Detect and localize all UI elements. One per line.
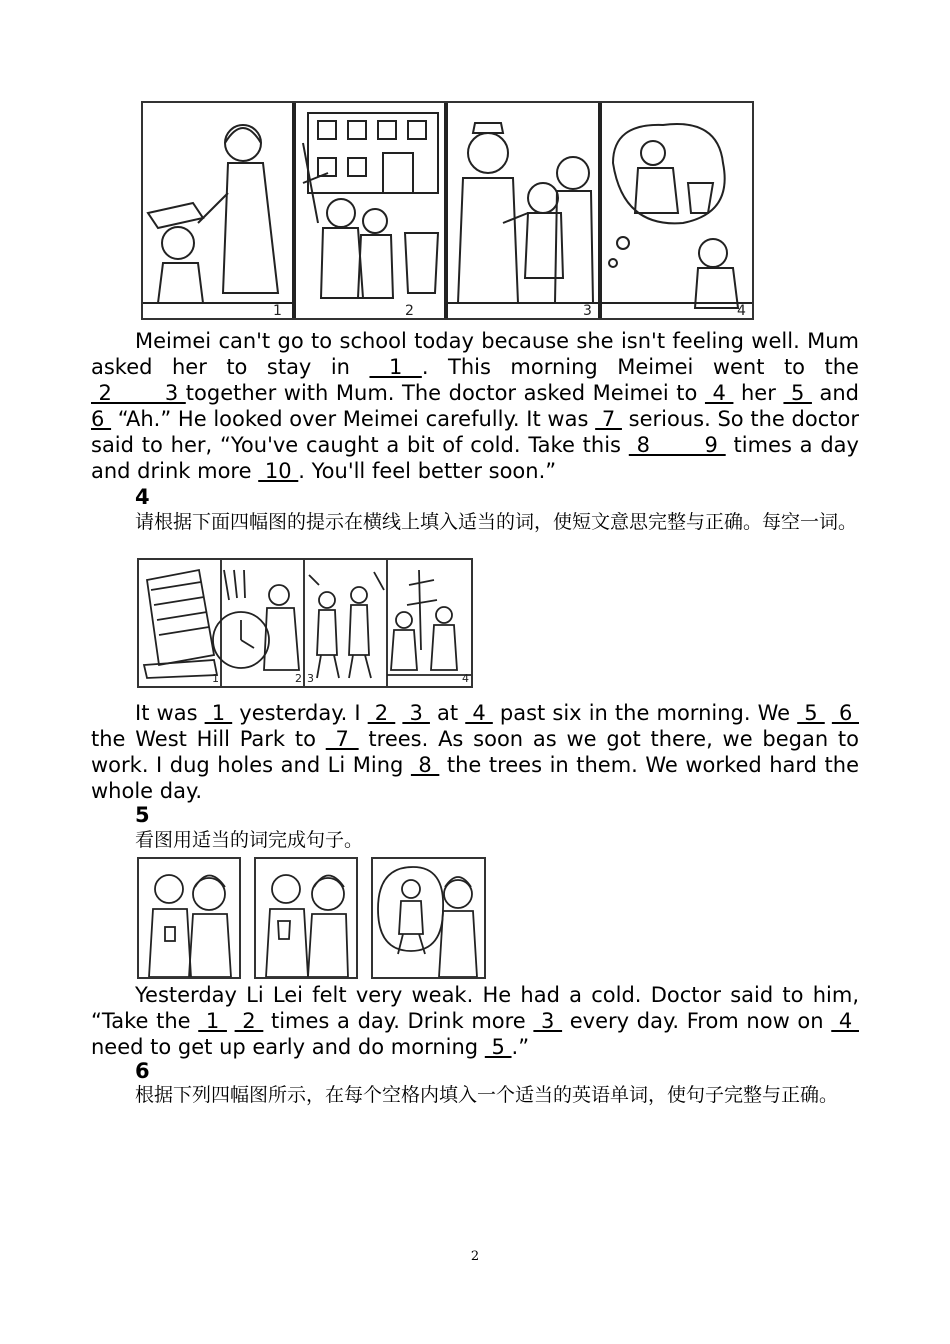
answer-blank[interactable]: 5: [783, 381, 812, 405]
instruction-text: 请根据下面四幅图的提示在横线上填入适当的词，使短文意思完整与正确。每空一词。: [135, 511, 858, 533]
instruction-4: [91, 510, 861, 534]
picture-li-lei-3: [371, 857, 486, 979]
page-number: 2: [470, 1249, 480, 1264]
passage-segment: every day. From now on: [562, 1009, 832, 1033]
passage-segment: the West Hill Park to: [91, 727, 326, 751]
answer-blank[interactable]: 5: [484, 1035, 512, 1059]
answer-blank[interactable]: 6: [91, 407, 112, 431]
passage-text: [91, 701, 859, 803]
illustration: [256, 859, 356, 977]
comic-strip-meimei: [141, 101, 754, 320]
instruction-text: 看图用适当的词完成句子。: [135, 829, 364, 851]
panel-number-2: 2: [295, 672, 302, 685]
question-number-4: 4: [135, 485, 150, 509]
panel-number-4: 4: [462, 672, 469, 685]
comic-strip-tree-planting: [137, 558, 473, 688]
answer-blank[interactable]: 4: [704, 381, 734, 405]
instruction-text: 根据下列四幅图所示，在每个空格内填入一个适当的英语单词，使句子完整与正确。: [135, 1084, 839, 1106]
passage-segment: It was: [135, 701, 205, 725]
answer-blank[interactable]: 1: [198, 1009, 227, 1033]
passage-segment: . This morning Meimei went to the: [421, 355, 859, 379]
passage-segment: the trees in them. We worked hard the whole day.: [91, 753, 859, 803]
panel-number-2: 2: [405, 303, 414, 318]
passage-text: [91, 329, 859, 483]
illustration: [373, 859, 484, 977]
passage-segment: Yesterday Li Lei felt very weak. He had a cold. Doctor said to him, “Take the: [91, 983, 859, 1033]
panel-number-3: 3: [583, 303, 592, 318]
answer-blank[interactable]: 8 9: [628, 433, 726, 457]
question-number-6: 6: [135, 1059, 150, 1083]
answer-blank[interactable]: 6: [831, 701, 859, 725]
answer-blank[interactable]: 3: [533, 1009, 563, 1033]
passage-segment: [227, 1009, 235, 1033]
instruction-6: [91, 1083, 861, 1107]
passage-segment: . You'll feel better soon.”: [298, 459, 557, 483]
answer-blank[interactable]: 5: [797, 701, 825, 725]
answer-blank[interactable]: 3: [402, 701, 430, 725]
panel-number-1: 1: [273, 303, 282, 318]
passage-segment: .”: [511, 1035, 530, 1059]
answer-blank[interactable]: 1: [204, 701, 233, 725]
answer-blank[interactable]: 2 3: [91, 381, 186, 405]
panel-number-3: 3: [307, 672, 314, 685]
passage-li-lei: [91, 982, 859, 1060]
question-number-5: 5: [135, 803, 150, 827]
passage-segment: together with Mum. The doctor asked Meimei to: [185, 381, 705, 405]
comic-illustration: [139, 560, 471, 686]
passage-segment: times a day and drink more: [91, 433, 859, 483]
illustration: [139, 859, 239, 977]
passage-segment: at: [429, 701, 466, 725]
passage-segment: her: [733, 381, 784, 405]
passage-segment: Meimei can't go to school today because she isn't feeling well. Mum asked her to stay in: [91, 329, 859, 379]
answer-blank[interactable]: 10: [258, 459, 299, 483]
passage-segment: and: [811, 381, 859, 405]
passage-segment: yesterday. I: [232, 701, 368, 725]
panel-number-4: 4: [737, 303, 746, 318]
answer-blank[interactable]: 2: [367, 701, 396, 725]
instruction-5: [91, 828, 861, 852]
passage-tree-planting: [91, 700, 859, 804]
picture-li-lei-2: [254, 857, 358, 979]
answer-blank[interactable]: 8: [410, 753, 440, 777]
passage-segment: “Ah.” He looked over Meimei carefully. It was: [111, 407, 596, 431]
answer-blank[interactable]: 4: [831, 1009, 859, 1033]
answer-blank[interactable]: 4: [465, 701, 493, 725]
passage-segment: serious. So the doctor said to her, “You've caught a bit of cold. Take this: [91, 407, 859, 457]
passage-segment: past six in the morning. We: [492, 701, 798, 725]
passage-meimei: [91, 328, 859, 484]
answer-blank[interactable]: 1: [369, 355, 422, 379]
answer-blank[interactable]: 7: [325, 727, 359, 751]
panel-number-1: 1: [212, 672, 219, 685]
picture-li-lei-1: [137, 857, 241, 979]
passage-segment: times a day. Drink more: [263, 1009, 534, 1033]
answer-blank[interactable]: 2: [234, 1009, 264, 1033]
comic-illustration: [143, 103, 752, 318]
passage-segment: need to get up early and do morning: [91, 1035, 485, 1059]
passage-segment: trees. As soon as we got there, we began to work. I dug holes and Li Ming: [91, 727, 860, 777]
answer-blank[interactable]: 7: [595, 407, 622, 431]
passage-text: [91, 983, 859, 1059]
passage-segment: [825, 701, 832, 725]
